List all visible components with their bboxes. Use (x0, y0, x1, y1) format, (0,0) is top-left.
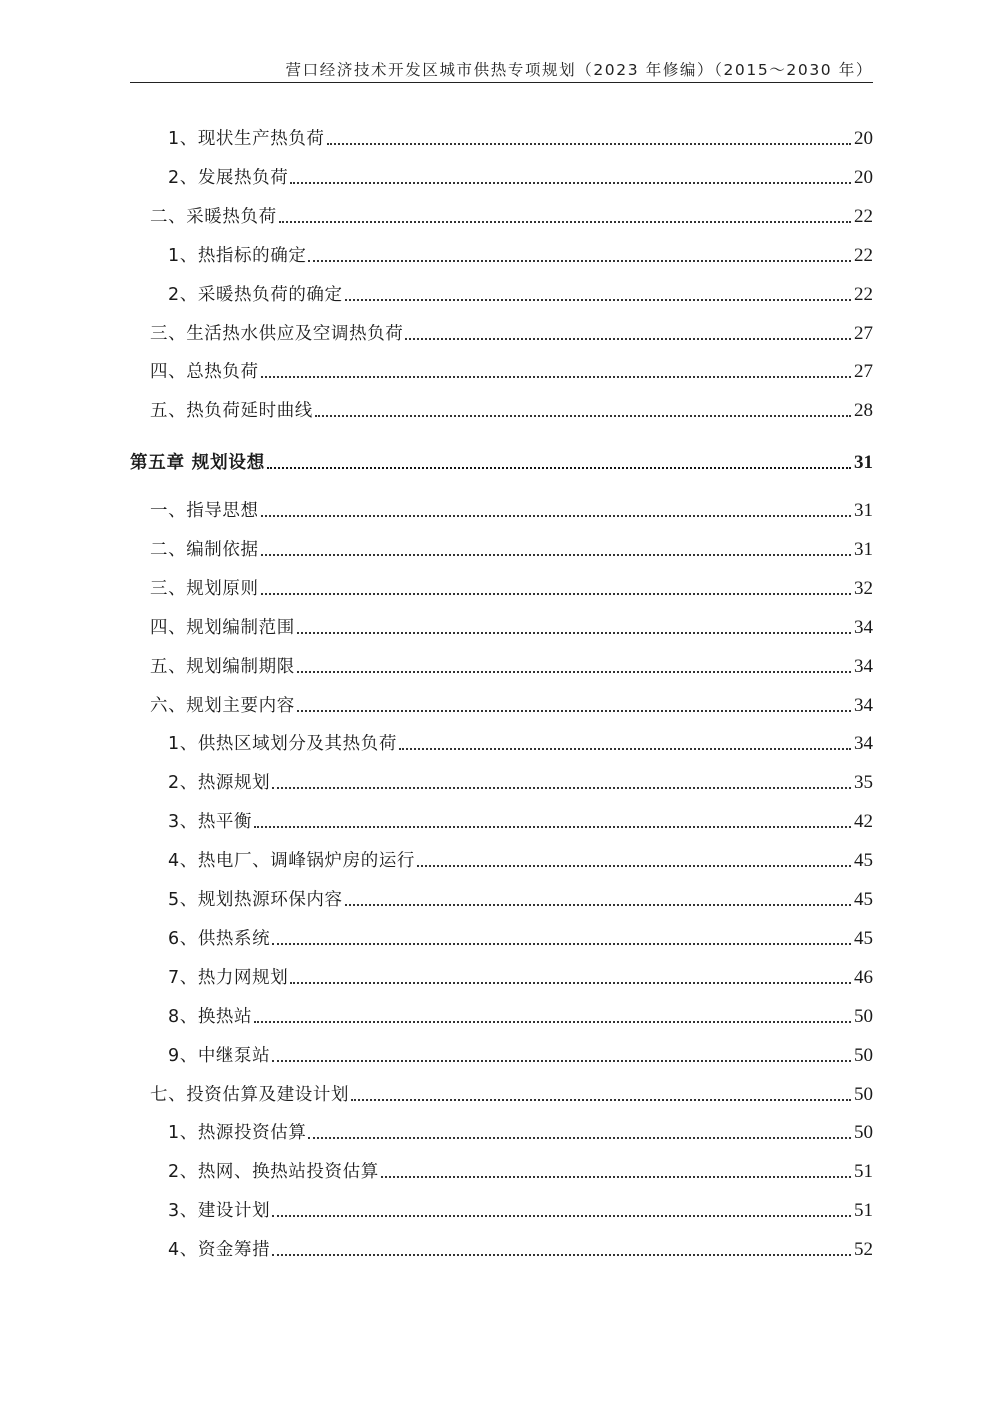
dot-leader (327, 143, 851, 145)
toc-entry[interactable] (168, 122, 873, 150)
dot-leader (254, 1021, 851, 1023)
toc-entry-title: 二、编制依据 (150, 540, 259, 560)
toc-entry[interactable] (168, 278, 873, 306)
toc-entry-title: 3、建设计划 (168, 1201, 271, 1221)
toc-entry-title: 3、热平衡 (168, 812, 253, 832)
toc-entry-title: 三、规划原则 (150, 579, 259, 599)
toc-entry[interactable] (168, 239, 873, 267)
toc-page-number: 51 (854, 1200, 873, 1221)
toc-chapter-entry[interactable] (130, 446, 873, 474)
toc-page-number: 34 (854, 656, 873, 677)
dot-leader (290, 182, 851, 184)
toc-entry[interactable] (150, 394, 873, 422)
toc-entry[interactable] (150, 572, 873, 600)
toc-page-number: 51 (854, 1161, 873, 1182)
toc-entry-title: 2、采暖热负荷的确定 (168, 285, 343, 305)
toc-entry-title: 1、供热区域划分及其热负荷 (168, 734, 397, 754)
toc-entry-title: 7、热力网规划 (168, 968, 289, 988)
toc-entry-title: 五、热负荷延时曲线 (150, 401, 313, 421)
dot-leader (315, 415, 851, 417)
toc-entry-title: 1、热源投资估算 (168, 1123, 307, 1143)
toc-entry-title: 4、热电厂、调峰锅炉房的运行 (168, 851, 416, 871)
toc-entry-title: 1、热指标的确定 (168, 246, 307, 266)
toc-entry[interactable] (168, 161, 873, 189)
toc-page-number: 31 (854, 452, 873, 473)
toc-entry-title: 二、采暖热负荷 (150, 207, 277, 227)
dot-leader (351, 1099, 851, 1101)
toc-entry[interactable] (150, 355, 873, 383)
toc-page-number: 32 (854, 578, 873, 599)
dot-leader (254, 826, 851, 828)
toc-entry[interactable] (168, 1194, 873, 1222)
toc-entry[interactable] (168, 1039, 873, 1067)
toc-page-number: 45 (854, 850, 873, 871)
toc-page-number: 50 (854, 1045, 873, 1066)
toc-page-number: 34 (854, 695, 873, 716)
toc-entry[interactable] (168, 961, 873, 989)
dot-leader (345, 299, 851, 301)
dot-leader (345, 904, 851, 906)
toc-page-number: 35 (854, 772, 873, 793)
toc-page-number: 31 (854, 500, 873, 521)
toc-page-number: 50 (854, 1084, 873, 1105)
dot-leader (261, 515, 851, 517)
toc-entry[interactable] (150, 1078, 873, 1106)
dot-leader (272, 787, 851, 789)
toc-entry-title: 2、热源规划 (168, 773, 271, 793)
toc-entry-title: 五、规划编制期限 (150, 657, 295, 677)
dot-leader (308, 260, 851, 262)
toc-entry[interactable] (150, 200, 873, 228)
toc-page-number: 28 (854, 400, 873, 421)
dot-leader (279, 221, 851, 223)
dot-leader (405, 338, 851, 340)
toc-page-number: 27 (854, 323, 873, 344)
dot-leader (267, 467, 851, 469)
toc-page-number: 34 (854, 733, 873, 754)
toc-entry-title: 5、规划热源环保内容 (168, 890, 343, 910)
toc-page-number: 22 (854, 245, 873, 266)
toc-entry-title: 9、中继泵站 (168, 1046, 271, 1066)
toc-entry[interactable] (168, 1000, 873, 1028)
dot-leader (290, 982, 851, 984)
dot-leader (297, 671, 851, 673)
toc-entry-title: 第五章 规划设想 (130, 453, 265, 473)
toc-entry[interactable] (168, 1155, 873, 1183)
toc-entry-title: 2、发展热负荷 (168, 168, 289, 188)
toc-page-number: 42 (854, 811, 873, 832)
toc-entry-title: 4、资金筹措 (168, 1240, 271, 1260)
dot-leader (272, 943, 851, 945)
toc-page-number: 22 (854, 284, 873, 305)
dot-leader (272, 1215, 851, 1217)
toc-page-number: 46 (854, 967, 873, 988)
toc-entry[interactable] (150, 689, 873, 717)
toc-entry-title: 2、热网、换热站投资估算 (168, 1162, 379, 1182)
toc-page-number: 34 (854, 617, 873, 638)
toc-entry[interactable] (168, 766, 873, 794)
toc-page-number: 45 (854, 889, 873, 910)
toc-entry[interactable] (150, 611, 873, 639)
toc-page-number: 52 (854, 1239, 873, 1260)
toc-page-number: 20 (854, 128, 873, 149)
dot-leader (261, 593, 851, 595)
toc-entry[interactable] (150, 317, 873, 345)
toc-entry-title: 6、供热系统 (168, 929, 271, 949)
running-header: 营口经济技术开发区城市供热专项规划（2023 年修编）（2015～2030 年） (285, 61, 873, 79)
toc-entry[interactable] (168, 727, 873, 755)
toc-page-number: 45 (854, 928, 873, 949)
dot-leader (272, 1254, 851, 1256)
toc-entry-title: 一、指导思想 (150, 501, 259, 521)
dot-leader (272, 1060, 851, 1062)
dot-leader (297, 632, 851, 634)
toc-entry[interactable] (168, 1233, 873, 1261)
toc-entry[interactable] (168, 805, 873, 833)
toc-page-number: 22 (854, 206, 873, 227)
toc-page-number: 31 (854, 539, 873, 560)
dot-leader (261, 554, 851, 556)
toc-entry-title: 七、投资估算及建设计划 (150, 1085, 350, 1105)
toc-entry[interactable] (150, 533, 873, 561)
toc-entry-title: 8、换热站 (168, 1007, 253, 1027)
toc-entry-title: 六、规划主要内容 (150, 696, 295, 716)
toc-page-number: 50 (854, 1006, 873, 1027)
dot-leader (399, 748, 851, 750)
toc-entry[interactable] (168, 844, 873, 872)
dot-leader (381, 1176, 851, 1178)
dot-leader (308, 1137, 851, 1139)
toc-entry-title: 1、现状生产热负荷 (168, 129, 325, 149)
toc-entry[interactable] (150, 650, 873, 678)
toc-entry-title: 四、规划编制范围 (150, 618, 295, 638)
dot-leader (297, 710, 851, 712)
toc-entry[interactable] (168, 922, 873, 950)
toc-page-number: 27 (854, 361, 873, 382)
toc-entry[interactable] (168, 883, 873, 911)
toc-entry[interactable] (168, 1116, 873, 1144)
toc-entry-title: 四、总热负荷 (150, 362, 259, 382)
toc-page-number: 20 (854, 167, 873, 188)
toc-entry-title: 三、生活热水供应及空调热负荷 (150, 324, 404, 344)
dot-leader (417, 865, 851, 867)
dot-leader (261, 376, 851, 378)
toc-page-number: 50 (854, 1122, 873, 1143)
toc-entry[interactable] (150, 494, 873, 522)
